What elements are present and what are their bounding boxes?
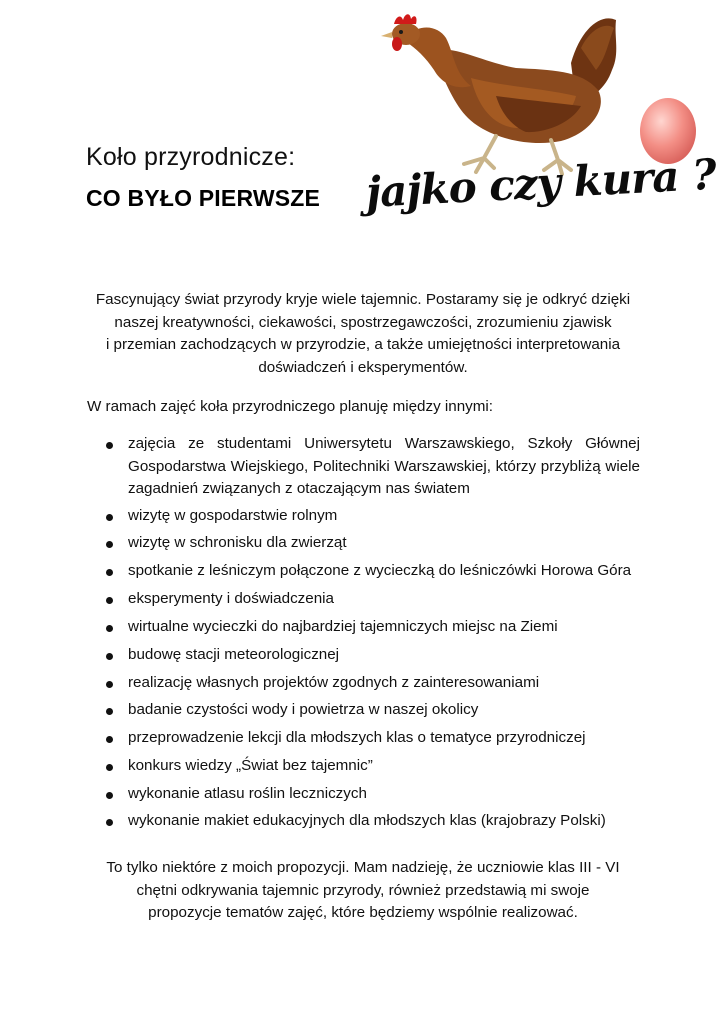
intro-line: Fascynujący świat przyrody kryje wiele tajemnic. Postaramy się je odkryć dzięki: [95, 291, 631, 308]
bullet-icon: [106, 597, 113, 604]
bullet-icon: [106, 764, 113, 771]
bullet-icon: [106, 736, 113, 743]
list-item: wykonanie atlasu roślin leczniczych: [128, 785, 367, 802]
bullet-icon: [106, 708, 113, 715]
intro-line: naszej kreatywności, ciekawości, spostrzegawczości, zrozumieniu zjawisk: [114, 313, 612, 331]
list-item: zajęcia ze studentami Uniwersytetu Warszawskiego, Szkoły Głównej Gospodarstwa Wiejskiego, Politechniki Warszawskiej, którzy przybliżą wiele zagadnień związanych z otaczającym nas światem: [128, 435, 640, 497]
closing-paragraph: [78, 857, 648, 925]
intro-line: i przemian zachodzących w przyrodzie, a także umiejętności interpretowania: [105, 336, 621, 353]
outro-line: To tylko niektóre z moich propozycji. Mam nadzieję, że uczniowie klas III - VI: [106, 859, 620, 876]
bullet-icon: [106, 569, 113, 576]
bullet-icon: [106, 541, 113, 548]
list-item: konkurs wiedzy „Świat bez tajemnic”: [128, 757, 373, 774]
list-item: wykonanie makiet edukacyjnych dla młodszych klas (krajobrazy Polski): [128, 812, 606, 829]
bullet-icon: [106, 625, 113, 632]
title-question: CO BYŁO PIERWSZE: [86, 185, 321, 211]
outro-line: propozycje tematów zajęć, które będziemy wspólnie realizować.: [148, 904, 578, 921]
list-item: realizację własnych projektów zgodnych z zainteresowaniami: [128, 674, 540, 691]
plans-lead: W ramach zajęć koła przyrodniczego planuję między innymi:: [87, 398, 494, 415]
list-item: wirtualne wycieczki do najbardziej tajemniczych miejsc na Ziemi: [128, 618, 558, 635]
list-item: wizytę w schronisku dla zwierząt: [128, 534, 347, 551]
list-item: budowę stacji meteorologicznej: [128, 646, 340, 663]
list-item: badanie czystości wody i powietrza w naszej okolicy: [128, 701, 479, 718]
bullet-icon: [106, 792, 113, 799]
script-title: jajko czy kura ?: [364, 149, 717, 217]
hen-photo: [376, 8, 626, 178]
title-club-name: Koło przyrodnicze:: [86, 143, 296, 171]
intro-paragraph: [78, 289, 648, 379]
intro-line: doświadczeń i eksperymentów.: [258, 358, 468, 376]
list-item: eksperymenty i doświadczenia: [128, 590, 334, 607]
list-item: przeprowadzenie lekcji dla młodszych klas o tematyce przyrodniczej: [128, 729, 586, 746]
bullet-icon: [106, 681, 113, 688]
bullet-icon: [106, 514, 113, 521]
outro-line: chętni odkrywania tajemnic przyrody, również przedstawią mi swoje: [136, 881, 590, 899]
list-item: wizytę w gospodarstwie rolnym: [128, 507, 338, 524]
bullet-icon: [106, 819, 113, 826]
bullet-icon: [106, 653, 113, 660]
bullet-icon: [106, 442, 113, 449]
list-item: spotkanie z leśniczym połączone z wycieczką do leśniczówki Horowa Góra: [128, 562, 632, 579]
